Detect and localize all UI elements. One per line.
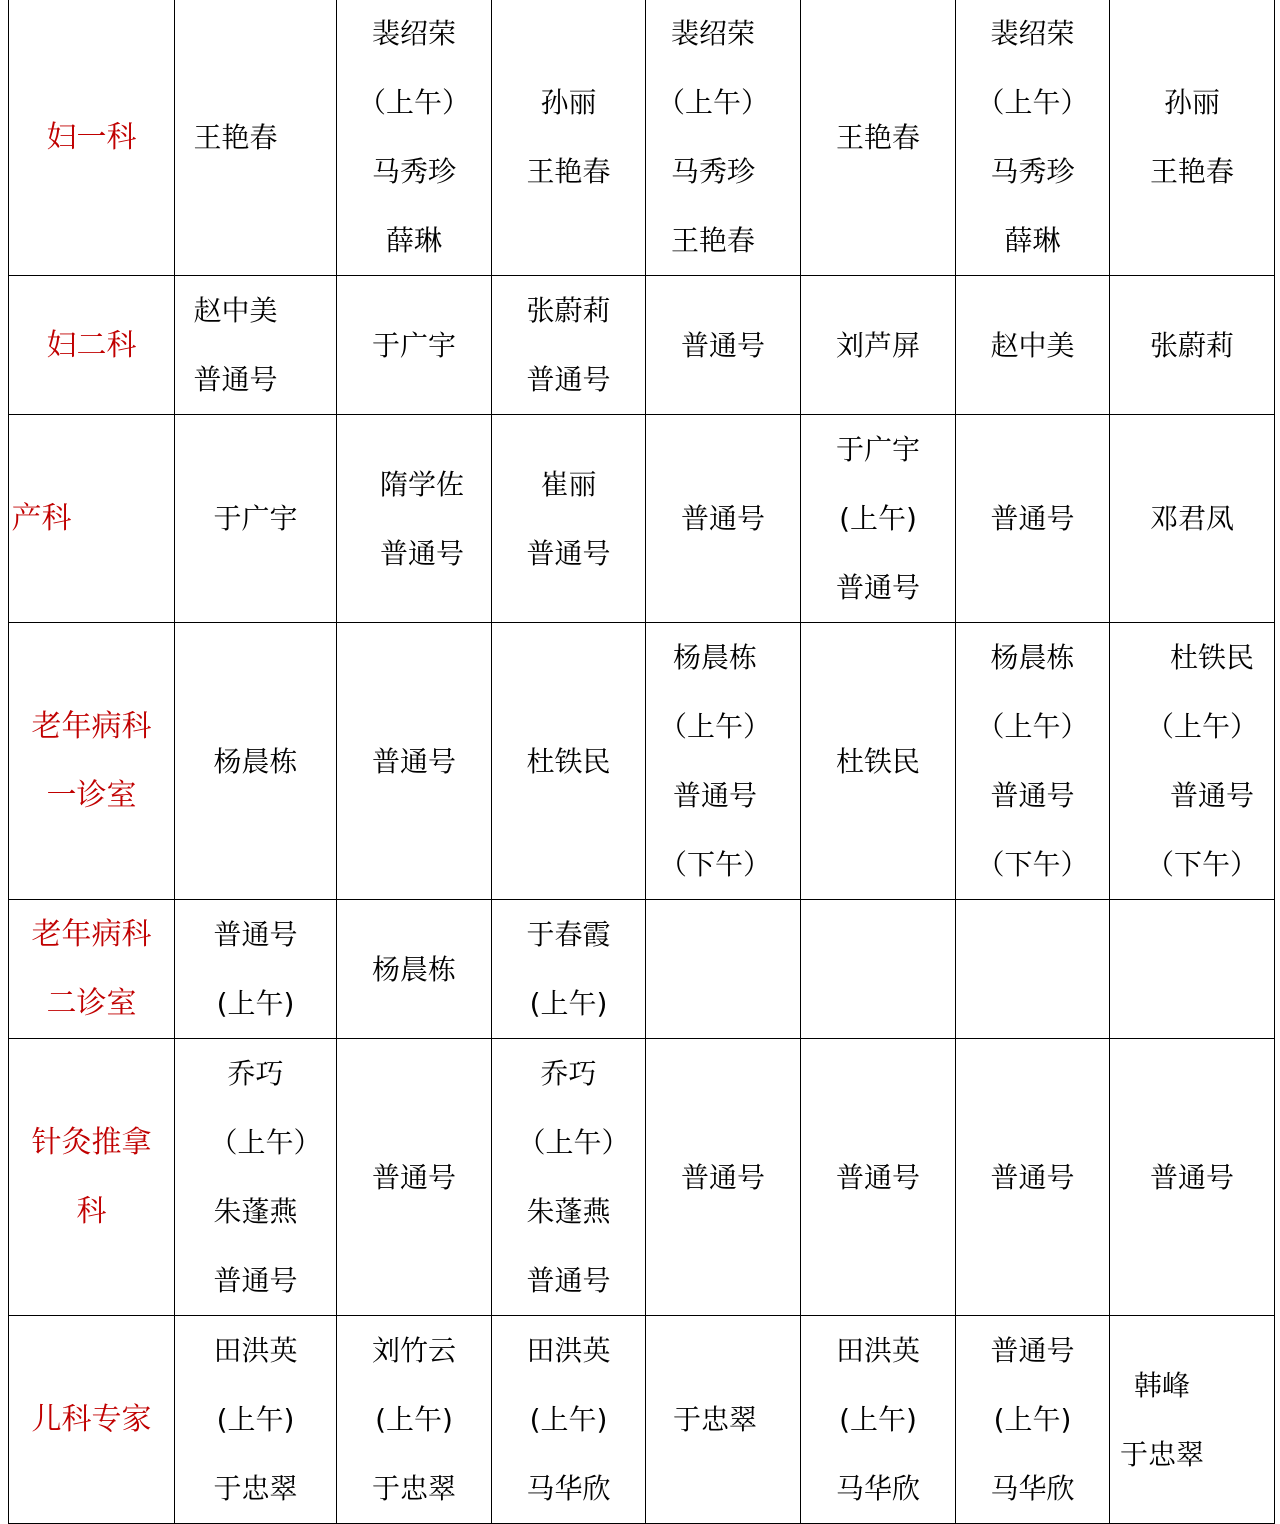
schedule-text: （上午）: [209, 1126, 322, 1159]
table-row: [9, 276, 1275, 415]
schedule-text: 普通号: [990, 779, 1075, 812]
schedule-cell: [1110, 415, 1275, 623]
schedule-text: 于忠翠: [1119, 1437, 1204, 1471]
schedule-cell: [175, 276, 337, 415]
schedule-body: [9, 0, 1275, 1524]
schedule-text: （下午）: [976, 848, 1089, 881]
schedule-text: 王艳春: [670, 224, 755, 257]
schedule-text: 隋学佐: [379, 467, 464, 501]
schedule-text: 于春霞: [526, 918, 611, 951]
schedule-text: （上午）: [658, 710, 771, 743]
schedule-text: 乔巧: [540, 1057, 597, 1090]
department-label: 科: [76, 1194, 107, 1229]
schedule-text: 普通号: [213, 918, 298, 951]
schedule-text: 田洪英: [213, 1334, 298, 1367]
schedule-text: 王艳春: [1149, 155, 1234, 188]
schedule-text: 乔巧: [227, 1057, 284, 1090]
schedule-text: 普通号: [193, 363, 278, 396]
schedule-text: （上午）: [1145, 710, 1258, 743]
schedule-text: 普通号: [680, 1160, 765, 1194]
department-cell: [9, 623, 175, 900]
schedule-cell: [646, 623, 801, 900]
schedule-text: 田洪英: [835, 1334, 920, 1367]
schedule-text: 于广宇: [835, 433, 920, 466]
schedule-table: [8, 0, 1275, 1524]
schedule-cell: [801, 900, 956, 1039]
schedule-cell: [646, 1039, 801, 1316]
schedule-text: 杜铁民: [1169, 641, 1254, 674]
schedule-cell: [801, 623, 956, 900]
department-cell: [9, 1316, 175, 1524]
schedule-cell: [337, 900, 492, 1039]
schedule-cell: [337, 415, 492, 623]
schedule-text: 朱蓬燕: [526, 1195, 611, 1228]
schedule-text: (上午): [993, 1403, 1072, 1436]
schedule-text: 普通号: [526, 1264, 611, 1297]
schedule-text: 王艳春: [526, 155, 611, 188]
schedule-cell: [1110, 623, 1275, 900]
schedule-text: （上午）: [656, 86, 769, 119]
department-label: 妇一科: [46, 119, 137, 155]
schedule-text: 普通号: [371, 744, 456, 778]
schedule-text: 普通号: [680, 502, 765, 535]
department-cell: [9, 276, 175, 415]
schedule-text: 杜铁民: [835, 744, 920, 778]
schedule-cell: [646, 900, 801, 1039]
schedule-text: 普通号: [990, 502, 1075, 535]
schedule-text: (上午): [839, 1403, 917, 1436]
schedule-text: 普通号: [680, 328, 765, 362]
schedule-cell: [956, 900, 1110, 1039]
schedule-cell: [175, 900, 337, 1039]
schedule-text: 刘竹云: [371, 1334, 456, 1367]
schedule-cell: [801, 1039, 956, 1316]
schedule-cell: [492, 1316, 646, 1524]
schedule-text: 于广宇: [213, 502, 298, 535]
schedule-text: 裴绍荣: [990, 17, 1075, 50]
schedule-text: 裴绍荣: [670, 17, 755, 50]
department-cell: [9, 1039, 175, 1316]
schedule-cell: [801, 415, 956, 623]
schedule-text: 于忠翠: [672, 1403, 757, 1436]
schedule-text: （上午）: [976, 86, 1089, 119]
schedule-text: 赵中美: [193, 294, 278, 327]
schedule-cell: [1110, 1316, 1275, 1524]
schedule-cell: [956, 623, 1110, 900]
schedule-text: (上午): [216, 1403, 295, 1436]
department-label: 妇二科: [46, 327, 137, 363]
department-label: 老年病科: [31, 709, 152, 744]
schedule-text: 杨晨栋: [371, 952, 456, 986]
table-row: [9, 623, 1275, 900]
schedule-text: 崔丽: [540, 467, 597, 501]
schedule-cell: [646, 0, 801, 276]
table-row: [9, 1316, 1275, 1524]
schedule-cell: [801, 0, 956, 276]
schedule-text: 普通号: [526, 536, 611, 570]
department-label: 产科: [11, 501, 72, 536]
schedule-text: 普通号: [1149, 1160, 1234, 1194]
schedule-text: 薛琳: [385, 224, 442, 257]
schedule-text: 张蔚莉: [1149, 328, 1234, 362]
schedule-text: 孙丽: [1163, 86, 1220, 119]
schedule-cell: [175, 0, 337, 276]
schedule-cell: [1110, 1039, 1275, 1316]
schedule-cell: [646, 276, 801, 415]
schedule-cell: [337, 276, 492, 415]
schedule-text: 赵中美: [990, 328, 1075, 362]
schedule-text: 于忠翠: [371, 1472, 456, 1505]
schedule-text: 马秀珍: [670, 155, 755, 188]
schedule-text: 普通号: [672, 779, 757, 812]
schedule-cell: [175, 1039, 337, 1316]
schedule-text: （下午）: [1145, 848, 1258, 881]
schedule-cell: [1110, 0, 1275, 276]
schedule-text: （下午）: [658, 848, 771, 881]
department-label: 一诊室: [46, 778, 137, 813]
schedule-text: 普通号: [379, 536, 464, 570]
schedule-text: 王艳春: [193, 120, 278, 154]
schedule-text: 薛琳: [1004, 224, 1061, 257]
table-row: [9, 900, 1275, 1039]
schedule-text: （上午）: [976, 710, 1089, 743]
schedule-text: 邓君凤: [1149, 502, 1234, 535]
schedule-text: (上午): [375, 1403, 453, 1436]
schedule-cell: [175, 1316, 337, 1524]
schedule-text: 普通号: [835, 571, 920, 604]
schedule-text: 杨晨栋: [672, 641, 757, 674]
schedule-text: 裴绍荣: [371, 17, 456, 50]
department-cell: [9, 415, 175, 623]
schedule-cell: [646, 1316, 801, 1524]
schedule-cell: [1110, 900, 1275, 1039]
schedule-text: 马秀珍: [371, 155, 456, 188]
schedule-cell: [492, 1039, 646, 1316]
schedule-text: 刘芦屏: [835, 328, 920, 362]
schedule-cell: [175, 415, 337, 623]
schedule-cell: [492, 623, 646, 900]
schedule-text: 于广宇: [371, 328, 456, 362]
schedule-cell: [337, 1039, 492, 1316]
table-row: [9, 415, 1275, 623]
schedule-text: 韩峰: [1133, 1368, 1190, 1402]
schedule-text: (上午): [216, 987, 295, 1020]
schedule-cell: [492, 415, 646, 623]
schedule-text: 马华欣: [526, 1472, 611, 1505]
schedule-text: （上午）: [357, 86, 470, 119]
department-label: 儿科专家: [31, 1402, 152, 1437]
schedule-text: 马华欣: [990, 1472, 1075, 1505]
schedule-cell: [492, 900, 646, 1039]
schedule-text: 普通号: [371, 1160, 456, 1194]
department-label: 二诊室: [46, 986, 137, 1021]
schedule-cell: [956, 415, 1110, 623]
schedule-text: 马华欣: [835, 1472, 920, 1505]
schedule-text: (上午): [839, 502, 917, 535]
schedule-cell: [492, 276, 646, 415]
schedule-cell: [337, 1316, 492, 1524]
schedule-cell: [956, 0, 1110, 276]
schedule-cell: [801, 1316, 956, 1524]
schedule-text: 普通号: [990, 1160, 1075, 1194]
department-label: 针灸推拿: [31, 1125, 152, 1160]
table-row: [9, 0, 1275, 276]
schedule-text: 张蔚莉: [526, 294, 611, 327]
department-cell: [9, 900, 175, 1039]
schedule-text: 于忠翠: [213, 1472, 298, 1505]
schedule-cell: [337, 623, 492, 900]
schedule-text: 田洪英: [526, 1334, 611, 1367]
schedule-text: 朱蓬燕: [213, 1195, 298, 1228]
schedule-text: 普通号: [990, 1334, 1075, 1367]
schedule-text: (上午): [529, 987, 608, 1020]
schedule-cell: [801, 276, 956, 415]
schedule-cell: [1110, 276, 1275, 415]
schedule-text: 普通号: [1169, 779, 1254, 812]
schedule-text: 普通号: [835, 1160, 920, 1194]
schedule-cell: [492, 0, 646, 276]
table-row: [9, 1039, 1275, 1316]
schedule-text: 普通号: [526, 363, 611, 396]
schedule-text: （上午）: [517, 1126, 630, 1159]
schedule-text: 杜铁民: [526, 744, 611, 778]
department-label: 老年病科: [31, 917, 152, 952]
schedule-text: 王艳春: [835, 120, 920, 154]
schedule-text: 孙丽: [540, 86, 597, 119]
schedule-text: 杨晨栋: [213, 744, 298, 778]
schedule-text: 普通号: [213, 1264, 298, 1297]
schedule-cell: [646, 415, 801, 623]
schedule-cell: [337, 0, 492, 276]
schedule-text: 马秀珍: [990, 155, 1075, 188]
schedule-cell: [956, 1039, 1110, 1316]
schedule-text: 杨晨栋: [990, 641, 1075, 674]
department-cell: [9, 0, 175, 276]
schedule-cell: [956, 276, 1110, 415]
schedule-cell: [175, 623, 337, 900]
schedule-text: (上午): [529, 1403, 608, 1436]
